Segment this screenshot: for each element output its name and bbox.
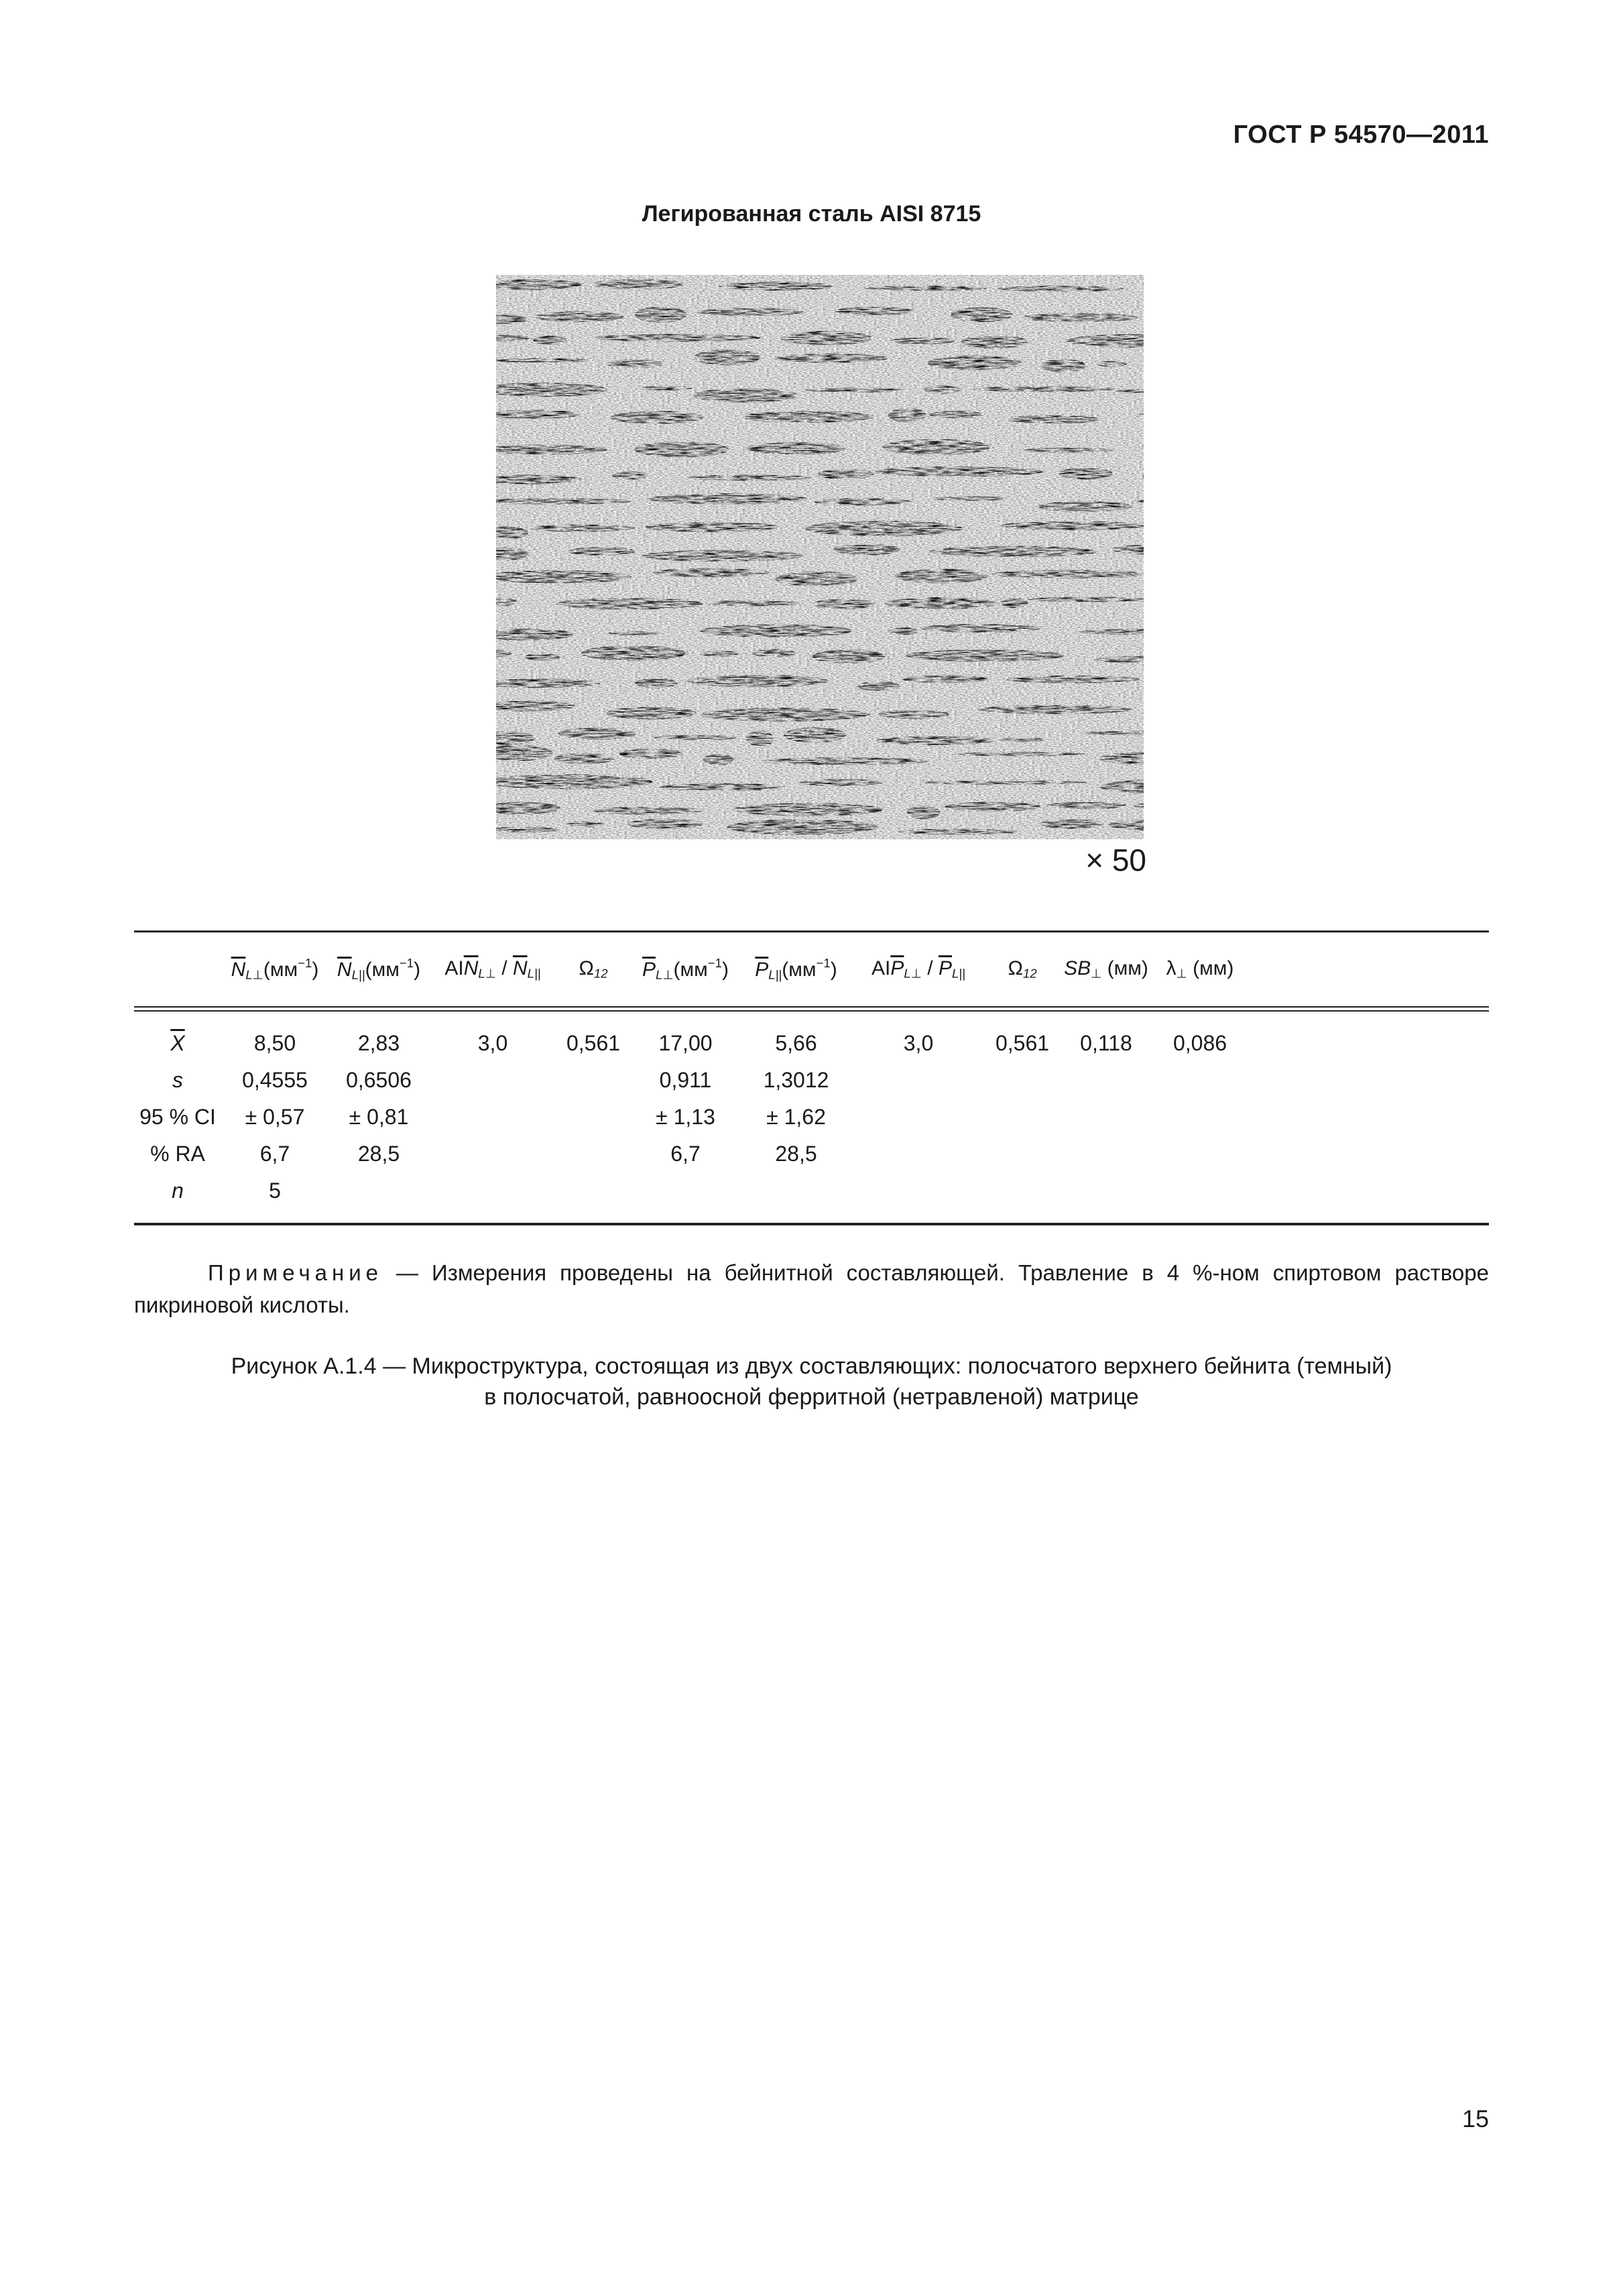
header-unit: (мм [263, 959, 298, 981]
header-subscript: ⊥ [1091, 966, 1102, 981]
header-separator: / [921, 957, 939, 980]
table-cell: 0,6506 [346, 1068, 412, 1092]
header-symbol: $\overline{P}$ [890, 957, 904, 980]
header-symbol: λ [1166, 957, 1177, 980]
header-subscript: L|| [951, 966, 965, 981]
header-symbol: $\overline{N}$ [231, 959, 246, 981]
note-label: Примечание [208, 1260, 383, 1285]
table-header-cell [221, 956, 328, 983]
header-prefix: AI [444, 957, 464, 980]
row-label: % RA [150, 1142, 205, 1166]
header-unit-exponent: −1 [298, 956, 312, 971]
caption-line-1: Рисунок А.1.4 — Микроструктура, состоящая из двух составляющих: полосчатого верхнего бейнита (темный) [231, 1353, 1392, 1379]
note-text: Измерения проведены на бейнитной составляющей. Травление в 4 %-ном спиртовом растворе пикриновой кислоты. [134, 1260, 1489, 1317]
table-cell: ± 0,81 [349, 1105, 409, 1129]
header-subscript: L|| [351, 967, 365, 982]
header-symbol: $\overline{P}$ [938, 957, 952, 980]
table-cell: 2,83 [357, 1031, 400, 1055]
row-label: 95 % CI [139, 1105, 216, 1129]
table-cell: 0,118 [1080, 1031, 1132, 1055]
table-cell: 0,086 [1173, 1031, 1227, 1055]
table-cell: 0,561 [566, 1031, 621, 1055]
table-header-cell [985, 957, 1059, 981]
header-subscript: L|| [768, 967, 782, 982]
header-symbol: $\overline{N}$ [463, 957, 479, 980]
header-separator: / [495, 957, 513, 980]
table-header-cell [741, 956, 851, 983]
table-body [134, 1012, 1489, 1223]
table-cell: 3,0 [903, 1031, 934, 1055]
table-header-cell [556, 957, 630, 981]
table-cell: 1,3012 [763, 1068, 829, 1092]
magnification-label: × 50 [1085, 843, 1146, 878]
table-cell: 0,561 [995, 1031, 1050, 1055]
table-bottom-rule [134, 1223, 1489, 1225]
header-unit-close: ) [722, 959, 729, 981]
note-paragraph [134, 1257, 1489, 1321]
row-label: s [172, 1068, 183, 1092]
header-symbol: Ω [579, 957, 594, 980]
header-unit: (мм [673, 959, 708, 981]
table-row [134, 1172, 1489, 1209]
table-row [134, 1062, 1489, 1099]
figure-caption [134, 1351, 1489, 1412]
table-cell: 8,50 [253, 1031, 296, 1055]
header-subscript: 12 [1022, 966, 1037, 981]
table-cell: ± 1,13 [656, 1105, 715, 1129]
header-subscript: L⊥ [478, 966, 496, 981]
row-label: n [172, 1179, 184, 1203]
table-cell: 0,4555 [242, 1068, 308, 1092]
table-row [134, 1136, 1489, 1172]
header-unit-exponent: −1 [816, 956, 831, 971]
header-unit-exponent: −1 [399, 956, 414, 971]
header-subscript: L⊥ [245, 967, 263, 982]
table-header-row [134, 932, 1489, 1006]
header-prefix: AI [871, 957, 891, 980]
header-unit-exponent: −1 [707, 956, 722, 971]
header-unit: (мм [365, 959, 400, 981]
results-table [134, 930, 1489, 1225]
table-cell: 17,00 [658, 1031, 713, 1055]
table-row [134, 1025, 1489, 1062]
caption-line-2: в полосчатой, равноосной ферритной (нетравленой) матрице [484, 1384, 1139, 1410]
table-cell: 6,7 [670, 1142, 701, 1166]
standard-code: ГОСТ Р 54570—2011 [1233, 121, 1489, 149]
table-header-rule [134, 1006, 1489, 1012]
header-unit-close: ) [830, 959, 837, 981]
figure-title: Легированная сталь AISI 8715 [642, 201, 981, 227]
table-cell: 3,0 [477, 1031, 508, 1055]
table-cell: 5,66 [775, 1031, 817, 1055]
header-symbol: $\overline{P}$ [642, 959, 656, 981]
header-symbol: $\overline{N}$ [512, 957, 528, 980]
header-symbol: $\overline{N}$ [337, 959, 352, 981]
table-cell: 28,5 [357, 1142, 400, 1166]
header-unit-close: ) [312, 959, 319, 981]
note-dash: — [383, 1260, 432, 1285]
header-subscript: L⊥ [904, 966, 922, 981]
header-subscript: L|| [527, 966, 541, 981]
header-symbol: SB [1064, 957, 1091, 980]
header-unit: (мм) [1101, 957, 1148, 980]
table-cell: ± 1,62 [766, 1105, 826, 1129]
header-unit: (мм [782, 959, 817, 981]
table-cell: 28,5 [775, 1142, 817, 1166]
table-header-cell [851, 957, 985, 981]
row-label: $\overline{X}$ [170, 1031, 185, 1055]
header-subscript: ⊥ [1176, 966, 1187, 981]
page-number: 15 [1461, 2105, 1489, 2132]
micrograph-image [496, 275, 1144, 839]
header-unit: (мм) [1187, 957, 1234, 980]
table-row [134, 1099, 1489, 1136]
header-symbol: Ω [1008, 957, 1023, 980]
table-cell: 5 [269, 1179, 281, 1203]
table-cell: 6,7 [259, 1142, 290, 1166]
table-cell: 0,911 [659, 1068, 712, 1092]
header-symbol: $\overline{P}$ [755, 959, 769, 981]
table-header-cell [429, 957, 556, 981]
table-header-cell [1153, 957, 1247, 981]
table-header-cell [1059, 957, 1153, 981]
header-subscript: L⊥ [656, 967, 674, 982]
table-cell: ± 0,57 [245, 1105, 305, 1129]
table-header-cell [328, 956, 429, 983]
header-unit-close: ) [414, 959, 421, 981]
table-header-cell [630, 956, 741, 983]
header-subscript: 12 [593, 966, 608, 981]
